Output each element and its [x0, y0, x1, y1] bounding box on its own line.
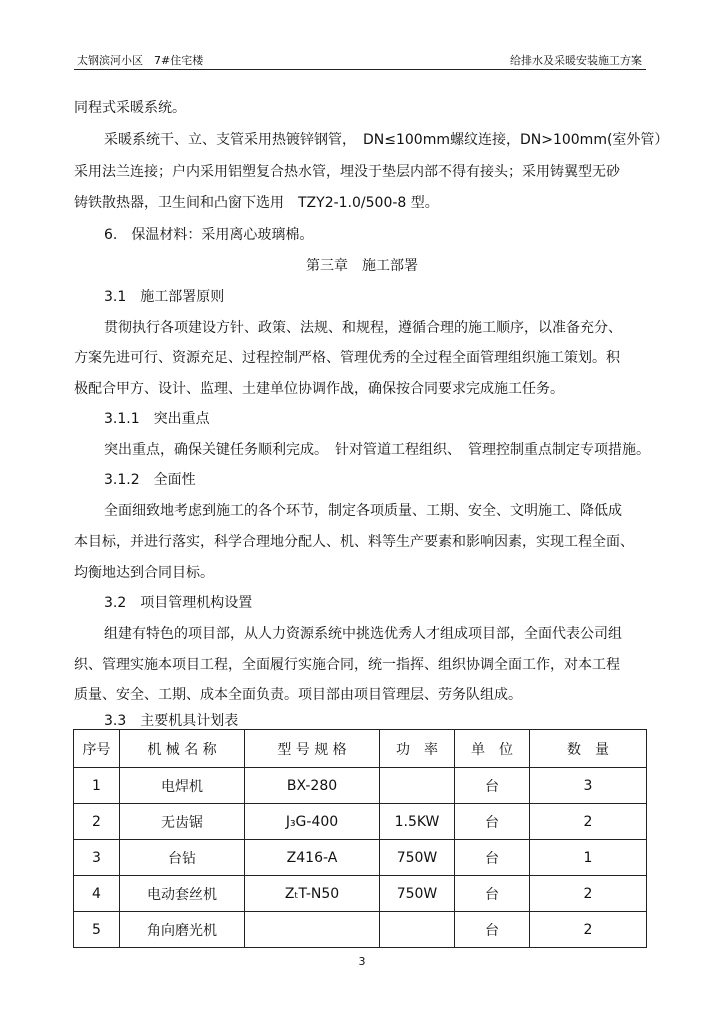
cell-power [380, 912, 455, 948]
cell-power [380, 768, 455, 804]
cell-unit: 台 [455, 840, 530, 876]
table-row [74, 768, 647, 804]
table-row [74, 876, 647, 912]
chapter-title: 第三章 施工部署 [306, 258, 418, 274]
cell-quantity: 2 [530, 804, 647, 840]
table-header-row [74, 730, 647, 768]
cell-unit: 台 [455, 912, 530, 948]
header-project-name: 太钢滨河小区 7#住宅楼 [77, 54, 204, 67]
cell-index: 4 [74, 876, 120, 912]
paragraph-line: 突出重点，确保关键任务顺利完成。 针对管道工程组织、 管理控制重点制定专项措施。 [104, 442, 650, 458]
cell-index: 3 [74, 840, 120, 876]
cell-unit: 台 [455, 876, 530, 912]
column-header-model: 型 号 规 格 [245, 730, 380, 768]
paragraph-line: 全面细致地考虑到施工的各个环节，制定各项质量、工期、安全、文明施工、降低成 [104, 503, 622, 519]
cell-quantity: 2 [530, 912, 647, 948]
cell-power: 750W [380, 876, 455, 912]
cell-quantity: 1 [530, 840, 647, 876]
cell-model: Z416-A [245, 840, 380, 876]
section-heading-3-2: 3.2 项目管理机构设置 [104, 595, 253, 611]
column-header-unit: 单 位 [455, 730, 530, 768]
header-rule [74, 69, 646, 70]
paragraph-line: 质量、安全、工期、成本全面负责。项目部由项目管理层、劳务队组成。 [74, 687, 522, 703]
section-heading-3-3: 3.3 主要机具计划表 [104, 713, 239, 729]
paragraph-line: 采用法兰连接；户内采用铝塑复合热水管，埋没于垫层内部不得有接头；采用铸翼型无砂 [74, 164, 620, 180]
page-number: 3 [358, 955, 366, 968]
cell-model: ZₜT-N50 [245, 876, 380, 912]
paragraph-line: 极配合甲方、设计、监理、土建单位协调作战，确保按合同要求完成施工任务。 [74, 381, 564, 397]
paragraph-line: 组建有特色的项目部，从人力资源系统中挑选优秀人才组成项目部，全面代表公司组 [104, 626, 622, 642]
paragraph-line: 织、管理实施本项目工程，全面履行实施合同，统一指挥、组织协调全面工作，对本工程 [74, 657, 620, 673]
cell-unit: 台 [455, 804, 530, 840]
cell-index: 2 [74, 804, 120, 840]
column-header-power: 功 率 [380, 730, 455, 768]
cell-quantity: 3 [530, 768, 647, 804]
paragraph-line: 方案先进可行、资源充足、过程控制严格、管理优秀的全过程全面管理组织施工策划。积 [74, 350, 620, 366]
paragraph-line: 贯彻执行各项建设方针、政策、法规、和规程，遵循合理的施工顺序，以准备充分、 [104, 320, 622, 336]
paragraph-line: 铸铁散热器，卫生间和凸窗下选用 TZY2-1.0/500-8 型。 [74, 195, 439, 211]
paragraph-line: 采暖系统干、立、支管采用热镀锌钢管， DN≤100mm螺纹连接，DN>100mm(室外管） [104, 132, 669, 148]
table-row [74, 804, 647, 840]
cell-power: 1.5KW [380, 804, 455, 840]
column-header-index: 序号 [74, 730, 120, 768]
list-item-insulation: 6. 保温材料：采用离心玻璃棉。 [104, 227, 314, 243]
cell-name: 台钻 [120, 840, 245, 876]
column-header-name: 机 械 名 称 [120, 730, 245, 768]
cell-model [245, 912, 380, 948]
cell-index: 1 [74, 768, 120, 804]
section-heading-3-1-2: 3.1.2 全面性 [104, 472, 196, 488]
section-heading-3-1: 3.1 施工部署原则 [104, 289, 225, 305]
paragraph-line: 同程式采暖系统。 [74, 100, 186, 116]
cell-power: 750W [380, 840, 455, 876]
cell-unit: 台 [455, 768, 530, 804]
section-heading-3-1-1: 3.1.1 突出重点 [104, 411, 210, 427]
cell-model: J₃G-400 [245, 804, 380, 840]
cell-name: 角向磨光机 [120, 912, 245, 948]
header-document-title: 给排水及采暖安装施工方案 [510, 54, 642, 67]
column-header-quantity: 数 量 [530, 730, 647, 768]
cell-name: 无齿锯 [120, 804, 245, 840]
equipment-table [73, 729, 647, 948]
cell-name: 电焊机 [120, 768, 245, 804]
table-row [74, 840, 647, 876]
paragraph-line: 本目标，并进行落实，科学合理地分配人、机、料等生产要素和影响因素，实现工程全面、 [74, 534, 634, 550]
cell-index: 5 [74, 912, 120, 948]
paragraph-line: 均衡地达到合同目标。 [74, 565, 214, 581]
cell-name: 电动套丝机 [120, 876, 245, 912]
cell-quantity: 2 [530, 876, 647, 912]
cell-model: BX-280 [245, 768, 380, 804]
table-row [74, 912, 647, 948]
